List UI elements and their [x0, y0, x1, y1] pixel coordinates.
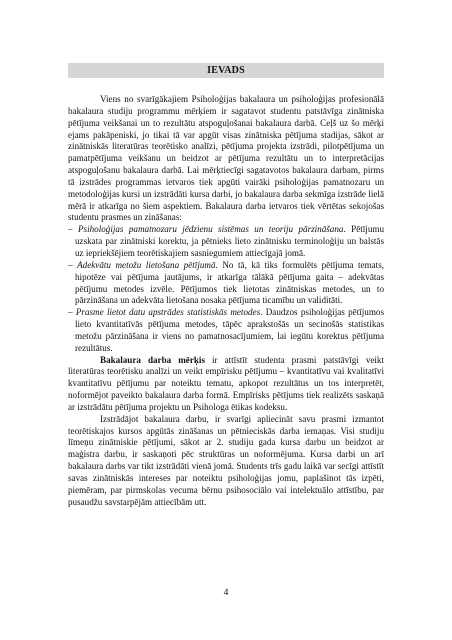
page-number: 4	[223, 588, 229, 598]
list-item-text: . Daudzos psiholoģijas pētījumos lieto kvantitatīvās pētījuma metodes, tāpēc aprakstošās un secinošās statistikas metožu pārzināšana ir viens no pamatnosacījumiem, lai iegūtu korektus pētījuma rezultātus.	[75, 307, 384, 353]
goal-paragraph	[68, 355, 384, 414]
closing-paragraph: Izstrādājot bakalaura darbu, ir svarīgi apliecināt savu prasmi izmantot teorētiskajos kursos apgūtās zināšanas un pētnieciskās darba iemaņas. Visi studiju līmeņu zinātniskie pētījumi, sākot ar 2. studiju gada kursa darbu un beidzot ar maģistra darbu, ir saskaņoti pēc struktūras un noformējuma. Kursa darbi un arī bakalaura darbs var tikt izstrādāti vienā jomā. Students trīs gadu laikā var secīgi attīstīt savas zinātniskās intereses par noteiktu psiholoģijas jomu, paplašinot tās izpēti, piemēram, par pirmskolas vecuma bērnu psihosociālo vai intelektuālo attīstību, par pusaudžu savstarpējām attiecībām utt.	[68, 413, 384, 507]
list-item-title: Psiholoģijas pamatnozaru jēdzienu sistēmas un teoriju pārzināšana	[77, 224, 344, 235]
list-dash: –	[68, 224, 73, 235]
intro-paragraph: Viens no svarīgākajiem Psiholoģijas bakalaura un psiholoģijas profesionālā bakalaura studiju programmu mērķiem ir sagatavot studentu patstāvīga zinātniska pētījuma veikšanai un to rezultātu atspoguļošanai bakalaura darbā. Ceļš uz šo mērķi ejams pakāpeniski, jo tikai tā var apgūt visas zinātniska pētījuma stadijas, sākot ar zinātniskās literatūras teorētisko analīzi, pētījuma projekta izstrādi, pilotpētījuma un pamatpētījuma veikšanu un beidzot ar pētījuma rezultātu un to interpretācijas atspoguļošanu bakalaura darbā. Lai mērķtiecīgi sagatavotos bakalaura darbam, pirms tā izstrādes programmas ietvaros tiek apgūti vairāki psiholoģijas pamatnozaru un metodoloģijas kursi un izstrādāti kursa darbi, jo bakalaura darba sekmīga izstrāde lielā mērā ir atkarīga no šiem aspektiem. Bakalaura darba ietvaros tiek vērtētas sekojošas studentu prasmes un zināšanas:	[68, 94, 384, 223]
goal-text: ir attīstīt studenta prasmi patstāvīgi veikt literatūras teorētisku analīzi un veikt empīrisku pētījumu – kvantitatīvu vai kvalitatīvi kvantitatīvu pētījumu par noteiktu tematu, apkopot rezultātus un tos interpretēt, noformējot paveikto bakalaura darba formā. Empīrisks pētījums tiek realizēts saskaņā ar izstrādātu pētījuma projektu un Psihologa ētikas kodeksu.	[68, 354, 385, 412]
list-dash: –	[68, 259, 73, 270]
list-item-title: Adekvātu metožu lietošana pētījumā	[77, 259, 216, 270]
list-item-text: . No tā, kā tiks formulēts pētījuma temats, hipotēze vai pētījuma jautājums, ir atkarīga tālākā pētījuma gaita – adekvātas pētījumu metodes izvēle. Pētījumos tiek lietotas zinātniskas metodes, un to pārzināšana un adekvāta lietošana nosaka pētījuma ticamību un validitāti.	[75, 259, 385, 306]
list-item	[68, 224, 384, 260]
list-item-text: . Pētījumu uzskata par zinātniski korektu, ja pētnieks lieto zinātnisku terminoloģiju un balstās uz iepriekšējiem teorētiskajiem sasniegumiem attiecīgajā jomā.	[75, 224, 384, 258]
list-item-title: Prasme lietot datu apstrādes statistiskās metodes	[75, 307, 261, 318]
section-heading: IEVADS	[207, 65, 245, 76]
list-item	[68, 307, 384, 354]
list-item	[68, 260, 384, 307]
goal-bold-lead: Bakalaura darba mērķis	[100, 354, 205, 365]
body-text	[68, 94, 384, 509]
list-dash: –	[68, 307, 73, 318]
